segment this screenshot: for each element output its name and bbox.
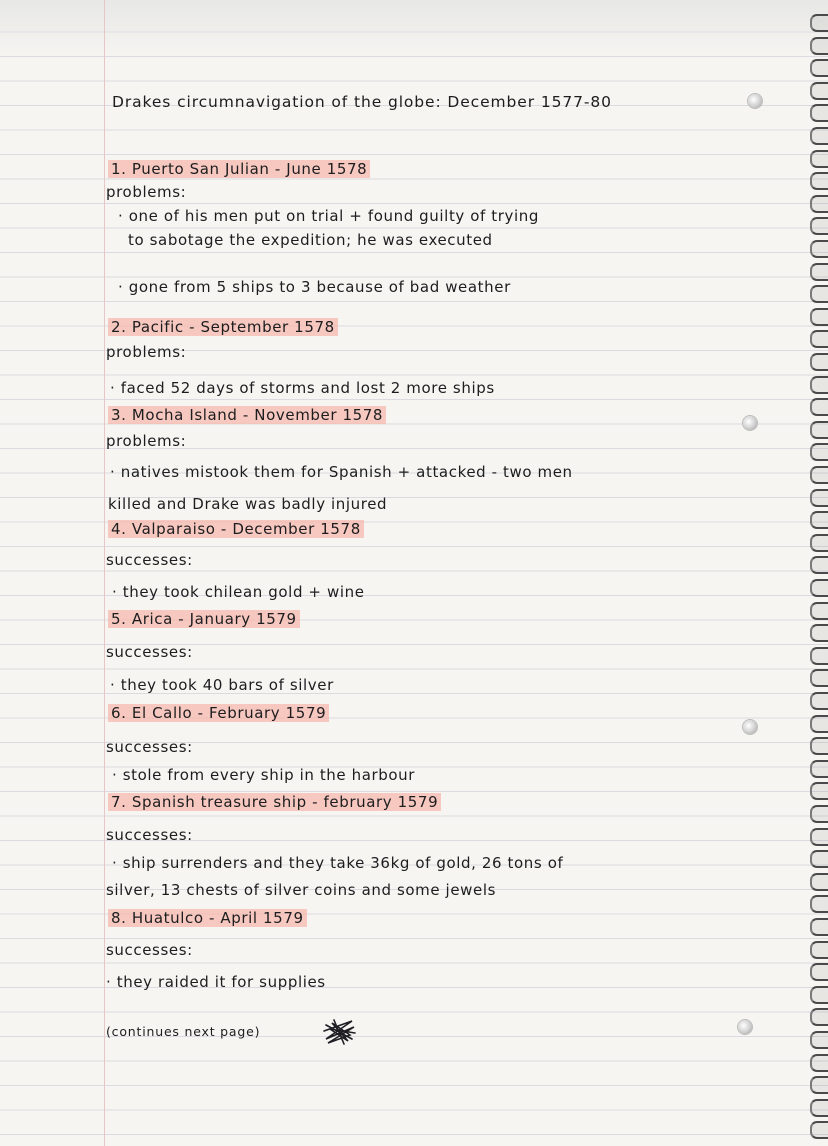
spiral-coil — [810, 850, 828, 868]
spiral-coil — [810, 37, 828, 55]
entry-text: · ship surrenders and they take 36kg of gold, 26 tons of — [112, 854, 564, 872]
entry-text: · they raided it for supplies — [106, 973, 326, 991]
spiral-coil — [810, 873, 828, 891]
spiral-coil — [810, 398, 828, 416]
spiral-coil — [810, 805, 828, 823]
spiral-coil — [810, 647, 828, 665]
spiral-coil — [810, 14, 828, 32]
spiral-coil — [810, 82, 828, 100]
spiral-coil — [810, 782, 828, 800]
punch-hole — [748, 94, 762, 108]
spiral-coil — [810, 534, 828, 552]
spiral-coil — [810, 466, 828, 484]
punch-hole — [738, 1020, 752, 1034]
spiral-coil — [810, 150, 828, 168]
entry-text: to sabotage the expedition; he was executed — [128, 231, 493, 249]
entry-text: · stole from every ship in the harbour — [112, 766, 416, 784]
spiral-coil — [810, 986, 828, 1004]
spiral-coil — [810, 285, 828, 303]
entry-label: successes: — [106, 643, 193, 661]
punch-hole — [743, 416, 757, 430]
spiral-coil — [810, 263, 828, 281]
spiral-coil — [810, 895, 828, 913]
spiral-coil — [810, 692, 828, 710]
spiral-coil — [810, 624, 828, 642]
entry-heading: 8. Huatulco - April 1579 — [108, 909, 307, 927]
spiral-coil — [810, 195, 828, 213]
page-title: Drakes circumnavigation of the globe: December 1577-80 — [112, 93, 612, 111]
spiral-coil — [810, 308, 828, 326]
spiral-coil — [810, 217, 828, 235]
spiral-coil — [810, 172, 828, 190]
entry-text: · they took chilean gold + wine — [112, 583, 365, 601]
entry-text: · faced 52 days of storms and lost 2 more ships — [110, 379, 495, 397]
spiral-coil — [810, 602, 828, 620]
spiral-coil — [810, 353, 828, 371]
entry-label: problems: — [106, 343, 187, 361]
spiral-coil — [810, 443, 828, 461]
entry-text: killed and Drake was badly injured — [108, 495, 388, 513]
entry-heading: 1. Puerto San Julian - June 1578 — [108, 160, 370, 178]
spiral-coil — [810, 1054, 828, 1072]
spiral-coil — [810, 104, 828, 122]
punch-hole — [743, 720, 757, 734]
entry-text: · one of his men put on trial + found guilty of trying — [118, 207, 540, 225]
entry-heading: 6. El Callo - February 1579 — [108, 704, 329, 722]
entry-text: · they took 40 bars of silver — [110, 676, 334, 694]
entry-label: successes: — [106, 826, 193, 844]
spiral-coil — [810, 828, 828, 846]
entry-heading: 4. Valparaiso - December 1578 — [108, 520, 364, 538]
entry-label: successes: — [106, 738, 193, 756]
spiral-coil — [810, 669, 828, 687]
spiral-coil — [810, 918, 828, 936]
spiral-coil — [810, 127, 828, 145]
entry-text: · gone from 5 ships to 3 because of bad weather — [118, 278, 511, 296]
spiral-coil — [810, 59, 828, 77]
spiral-coil — [810, 737, 828, 755]
spiral-coil — [810, 579, 828, 597]
entry-heading: 7. Spanish treasure ship - february 1579 — [108, 793, 441, 811]
spiral-coil — [810, 963, 828, 981]
spiral-binding — [804, 0, 828, 1146]
spiral-coil — [810, 1099, 828, 1117]
spiral-coil — [810, 556, 828, 574]
entry-label: successes: — [106, 551, 193, 569]
entry-label: successes: — [106, 941, 193, 959]
page-shadow — [0, 0, 828, 60]
entry-text: · natives mistook them for Spanish + attacked - two men — [110, 463, 573, 481]
spiral-coil — [810, 489, 828, 507]
entry-heading: 2. Pacific - September 1578 — [108, 318, 338, 336]
entry-label: problems: — [106, 183, 187, 201]
spiral-coil — [810, 760, 828, 778]
entry-text: silver, 13 chests of silver coins and some jewels — [106, 881, 497, 899]
spiral-coil — [810, 240, 828, 258]
entry-label: problems: — [106, 432, 187, 450]
spiral-coil — [810, 1121, 828, 1139]
spiral-coil — [810, 330, 828, 348]
scribble-mark — [322, 1017, 356, 1045]
spiral-coil — [810, 511, 828, 529]
spiral-coil — [810, 1076, 828, 1094]
spiral-coil — [810, 1031, 828, 1049]
spiral-coil — [810, 941, 828, 959]
spiral-coil — [810, 715, 828, 733]
margin-line — [104, 0, 105, 1146]
entry-heading: 3. Mocha Island - November 1578 — [108, 406, 386, 424]
spiral-coil — [810, 421, 828, 439]
spiral-coil — [810, 1008, 828, 1026]
entry-heading: 5. Arica - January 1579 — [108, 610, 300, 628]
continues-note: (continues next page) — [106, 1024, 261, 1039]
spiral-coil — [810, 376, 828, 394]
